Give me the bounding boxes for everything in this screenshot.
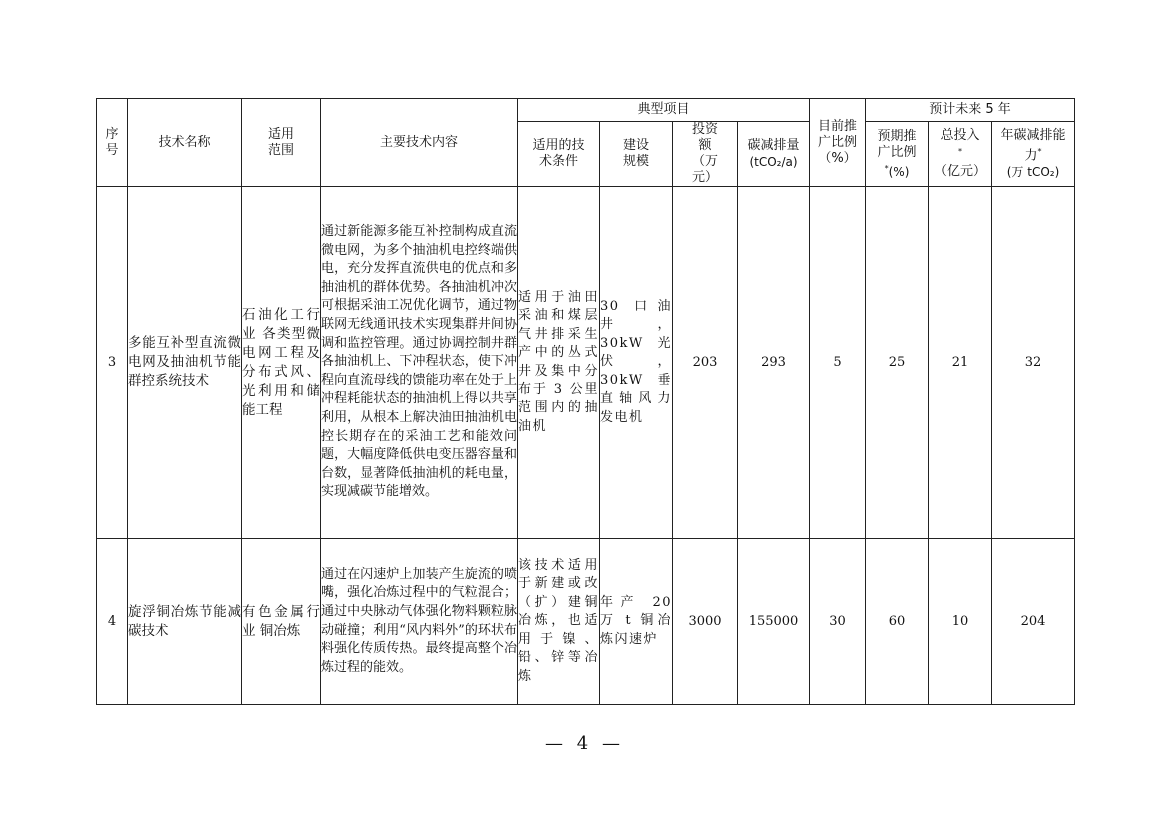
row-reduction: 155000 (738, 539, 810, 705)
row-investment: 3000 (673, 539, 738, 705)
table-row (97, 187, 1075, 539)
row-conditions: 该技术适用于新建或改（扩）建铜冶炼，也适用于镍、铅、锌等冶炼 (518, 539, 600, 705)
row-investment: 203 (673, 187, 738, 539)
row-current-ratio: 30 (810, 539, 866, 705)
row-scope: 有色金属行业 铜冶炼 (242, 539, 321, 705)
header-scope: 适用范围 (242, 99, 321, 187)
row-total-invest: 10 (929, 539, 992, 705)
header-content: 主要技术内容 (321, 99, 518, 187)
header-name: 技术名称 (128, 99, 242, 187)
header-total-invest: 总投入 * （亿元） (929, 122, 992, 187)
row-annual-cap: 204 (992, 539, 1075, 705)
header-typical: 典型项目 (518, 99, 810, 122)
row-conditions: 适用于油田采油和煤层气井排采生产中的丛式井及集中分布于 3 公里范围内的抽油机 (518, 187, 600, 539)
row-content: 通过新能源多能互补控制构成直流微电网，为多个抽油机电控终端供电，充分发挥直流供电的优点和多抽油机的群体优势。各抽油机冲次可根据采油工况优化调节，通过物联网无线通讯技术实现集群井间协调和监控管理。通过协调控制井群各抽油机上、下冲程状态，使下冲程向直流母线的馈能功率在处于上冲程耗能状态的抽油机上得以共享利用，从根本上解决油田抽油机电控长期存在的采油工艺和能效问题，大幅度降低供电变压器容量和台数，显著降低抽油机的耗电量，实现减碳节能增效。 (321, 187, 518, 539)
row-expected-ratio: 60 (866, 539, 929, 705)
header-current-ratio: 目前推广比例（%） (810, 99, 866, 187)
header-conditions: 适用的技术条件 (518, 122, 600, 187)
row-content: 通过在闪速炉上加装产生旋流的喷嘴，强化冶炼过程中的气粒混合；通过中央脉动气体强化物料颗粒脉动碰撞；利用“风内料外”的环状布料强化传质传热。最终提高整个冶炼过程的能效。 (321, 539, 518, 705)
table-row (97, 539, 1075, 705)
page-number: — 4 — (545, 733, 624, 754)
row-name: 旋浮铜冶炼节能减碳技术 (128, 539, 242, 705)
row-seq: 3 (97, 187, 128, 539)
header-investment: 投资额（万元） (673, 122, 738, 187)
header-row-1 (97, 99, 1075, 122)
row-current-ratio: 5 (810, 187, 866, 539)
row-annual-cap: 32 (992, 187, 1075, 539)
row-scope: 石油化工行业 各类型微电网工程及分布式风、光利用和储能工程 (242, 187, 321, 539)
row-name: 多能互补型直流微电网及抽油机节能群控系统技术 (128, 187, 242, 539)
row-expected-ratio: 25 (866, 187, 929, 539)
header-seq: 序号 (97, 99, 128, 187)
header-forecast: 预计未来 5 年 (866, 99, 1075, 122)
row-scale: 年产 20 万 t 铜冶炼闪速炉 (600, 539, 673, 705)
header-reduction: 碳减排量 (tCO₂/a) (738, 122, 810, 187)
header-scale: 建设规模 (600, 122, 673, 187)
row-total-invest: 21 (929, 187, 992, 539)
header-expected-ratio: 预期推广比例 *(%) (866, 122, 929, 187)
technology-table (96, 98, 1075, 705)
row-scale: 30 口油井，30kW 光伏，30kW 垂直轴风力发电机 (600, 187, 673, 539)
row-reduction: 293 (738, 187, 810, 539)
row-seq: 4 (97, 539, 128, 705)
header-annual-cap: 年碳减排能力* (万 tCO₂) (992, 122, 1075, 187)
